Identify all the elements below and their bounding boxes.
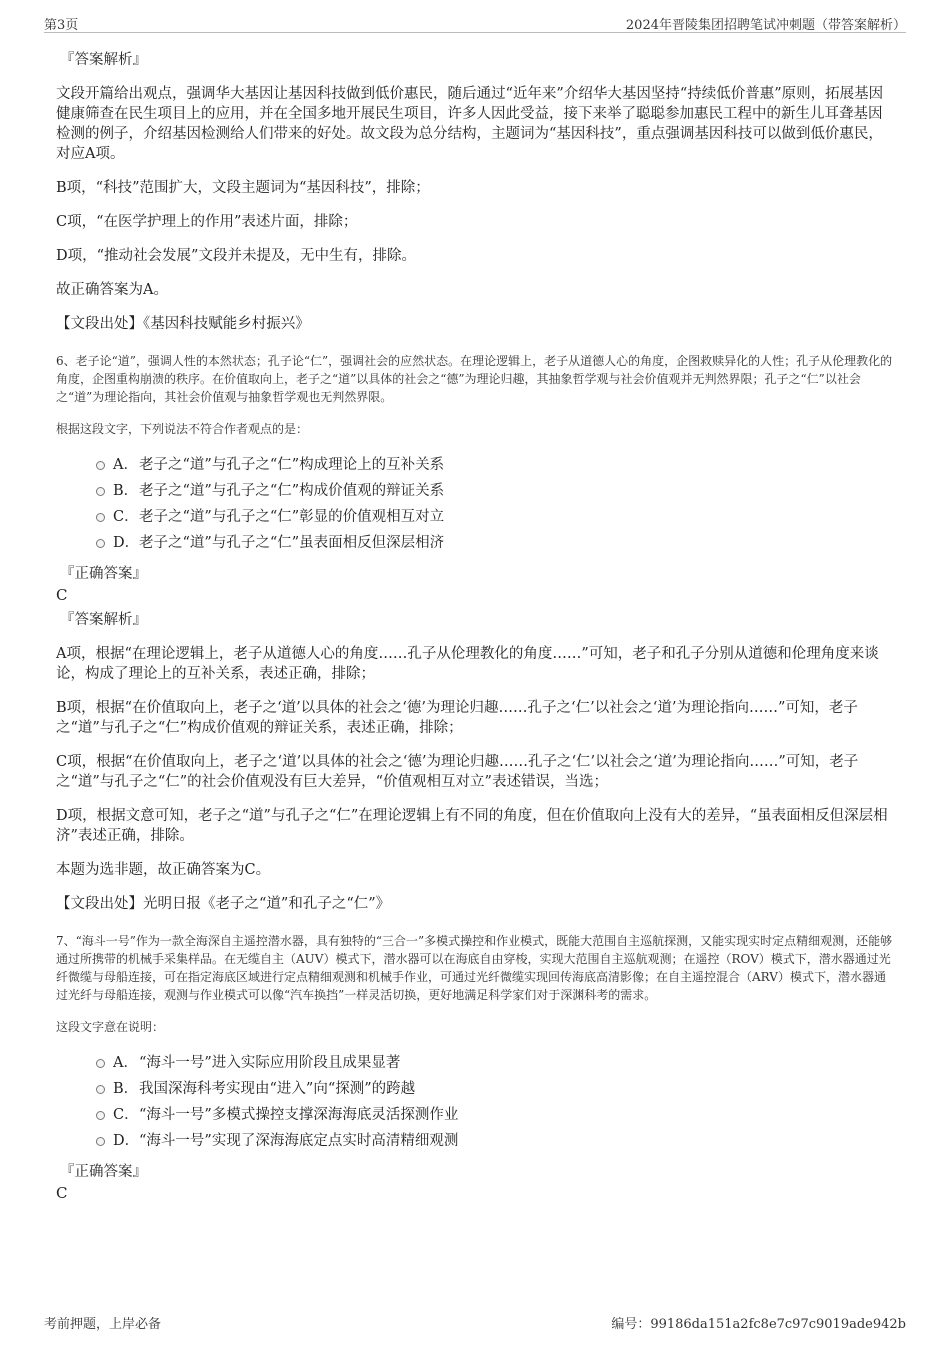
option-text: 老子之“道”与孔子之“仁”构成理论上的互补关系	[139, 457, 445, 473]
option-label: A．	[113, 457, 138, 473]
q6-conclusion: 本题为选非题，故正确答案为C。	[56, 862, 271, 878]
q5-analysis-para: 文段开篇给出观点，强调华大基因让基因科技做到低价惠民，随后通过“近年来”介绍华大基因坚持“持续低价普惠”原则，拓展基因健康筛查在民生项目上的应用，并在全国多地开展民生项目，许多人因此受益，接下来举了聪聪参加惠民工程中的新生儿耳聋基因检测的例子，介绍基因检测给人们带来的好处。故文段为总分结构，主题词为“基因科技”，重点强调基因科技可以做到低价惠民，对应A项。	[56, 86, 884, 162]
radio-icon[interactable]	[96, 487, 105, 496]
option-text: 老子之“道”与孔子之“仁”构成价值观的辩证关系	[139, 483, 445, 499]
q5-source: 【文段出处】《基因科技赋能乡村振兴》	[56, 316, 310, 332]
page-content	[56, 50, 896, 1208]
document-code: 编号：99186da151a2fc8e7c97c9019ade942b	[611, 1317, 906, 1332]
radio-icon[interactable]	[96, 1111, 105, 1120]
q7-option-b[interactable]	[96, 1080, 896, 1098]
q7-prompt: 这段文字意在说明：	[56, 1020, 165, 1034]
q7-options	[96, 1054, 896, 1150]
option-text: 老子之“道”与孔子之“仁”彰显的价值观相互对立	[139, 509, 445, 525]
q5-conclusion: 故正确答案为A。	[56, 282, 168, 298]
q6-option-d[interactable]	[96, 534, 896, 552]
q6-source: 【文段出处】光明日报《老子之“道”和孔子之“仁”》	[56, 896, 391, 912]
q6-stem: 6、老子论“道”，强调人性的本然状态；孔子论“仁”，强调社会的应然状态。在理论逻辑上，老子从道德人心的角度，企图救赎异化的人性；孔子从伦理教化的角度，企图重构崩溃的秩序。在价值取向上，老子之“道”以具体的社会之“德”为理论归趣，其抽象哲学观与社会价值观并无判然界限；孔子之“仁”以社会之“道”为理论指向，其社会价值观与抽象哲学观也无判然界限。	[56, 354, 893, 404]
q6-option-b[interactable]	[96, 482, 896, 500]
radio-icon[interactable]	[96, 1059, 105, 1068]
q6-answer-label: 『正确答案』	[60, 566, 147, 582]
q7-option-d[interactable]	[96, 1132, 896, 1150]
option-label: D．	[113, 535, 140, 551]
q7-answer-label: 『正确答案』	[60, 1164, 147, 1180]
q5-analysis-para: D项，“推动社会发展”文段并未提及，无中生有，排除。	[56, 248, 416, 264]
q7-stem: 7、“海斗一号”作为一款全海深自主遥控潜水器，具有独特的“三合一”多模式操控和作业模式，既能大范围自主巡航探测，又能实现实时定点精细观测，还能够通过所携带的机械手采集样品。在无缆自主（AUV）模式下，潜水器可以在海底自由穿梭，实现大范围自主巡航观测；在遥控（ROV）模式下，潜水器通过光纤微缆与母船连接，可在指定海底区域进行定点精细观测和机械手作业，可通过光纤微缆实现回传海底高清影像；在自主遥控混合（ARV）模式下，潜水器通过光纤与母船连接，观测与作业模式可以像“汽车换挡”一样灵活切换，更好地满足科学家们对于深渊科考的需求。	[56, 934, 893, 1002]
radio-icon[interactable]	[96, 1085, 105, 1094]
radio-icon[interactable]	[96, 513, 105, 522]
q7-answer: C	[56, 1184, 68, 1202]
q6-answer: C	[56, 586, 68, 604]
option-label: B．	[113, 483, 139, 499]
q6-option-c[interactable]	[96, 508, 896, 526]
option-text: 我国深海科考实现由“进入”向“探测”的跨越	[139, 1081, 416, 1097]
option-text: 老子之“道”与孔子之“仁”虽表面相反但深层相济	[139, 535, 445, 551]
option-text: “海斗一号”进入实际应用阶段且成果显著	[139, 1055, 401, 1071]
page-number: 第3页	[44, 18, 79, 33]
footer-slogan: 考前押题，上岸必备	[44, 1317, 162, 1332]
radio-icon[interactable]	[96, 461, 105, 470]
q6-prompt: 根据这段文字，下列说法不符合作者观点的是：	[56, 422, 309, 436]
option-text: “海斗一号”多模式操控支撑深海海底灵活探测作业	[139, 1107, 459, 1123]
page-header	[44, 14, 906, 33]
document-title: 2024年晋陵集团招聘笔试冲刺题（带答案解析）	[625, 18, 906, 33]
q6-analysis-label: 『答案解析』	[60, 612, 147, 628]
option-label: C．	[113, 1107, 139, 1123]
q7-option-a[interactable]	[96, 1054, 896, 1072]
q6-options	[96, 456, 896, 552]
radio-icon[interactable]	[96, 539, 105, 548]
q6-analysis-para: A项，根据“在理论逻辑上，老子从道德人心的角度……孔子从伦理教化的角度……”可知，老子和孔子分别从道德和伦理角度来谈论，构成了理论上的互补关系，表述正确，排除；	[56, 646, 879, 682]
q7-option-c[interactable]	[96, 1106, 896, 1124]
q5-analysis-label: 『答案解析』	[60, 52, 147, 68]
option-label: D．	[113, 1133, 140, 1149]
q5-analysis-para: B项，“科技”范围扩大，文段主题词为“基因科技”，排除；	[56, 180, 430, 196]
q6-option-a[interactable]	[96, 456, 896, 474]
q5-analysis-para: C项，“在医学护理上的作用”表述片面，排除；	[56, 214, 358, 230]
option-label: C．	[113, 509, 139, 525]
q6-analysis-para: C项，根据“在价值取向上，老子之‘道’以具体的社会之‘德’为理论归趣……孔子之‘仁’以社会之‘道’为理论指向……”可知，老子之“道”与孔子之“仁”的社会价值观没有巨大差异，“价值观相互对立”表述错误，当选；	[56, 754, 859, 790]
q6-analysis-para: B项，根据“在价值取向上，老子之‘道’以具体的社会之‘德’为理论归趣……孔子之‘仁’以社会之‘道’为理论指向……”可知，老子之“道”与孔子之“仁”构成价值观的辩证关系，表述正确，排除；	[56, 700, 858, 736]
option-text: “海斗一号”实现了深海海底定点实时高清精细观测	[139, 1133, 459, 1149]
option-label: A．	[113, 1055, 138, 1071]
radio-icon[interactable]	[96, 1137, 105, 1146]
option-label: B．	[113, 1081, 139, 1097]
q6-analysis-para: D项，根据文意可知，老子之“道”与孔子之“仁”在理论逻辑上有不同的角度，但在价值取向上没有大的差异，“虽表面相反但深层相济”表述正确，排除。	[56, 808, 888, 844]
